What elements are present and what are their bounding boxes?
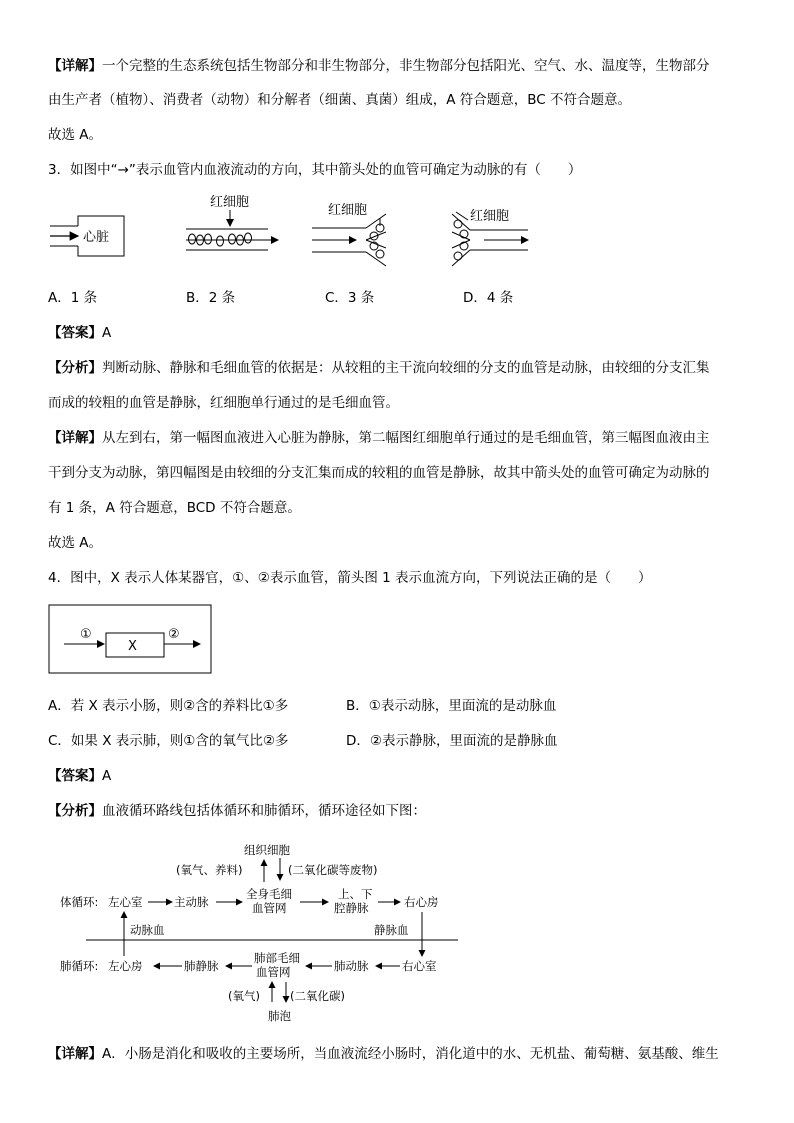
q4-figure: [48, 604, 214, 676]
detail-tag: 【详解】: [48, 58, 102, 74]
systemic-label: 体循环:: [60, 895, 99, 909]
q3-detail-line3: 有 1 条，A 符合题意，BCD 不符合题意。: [48, 500, 301, 516]
lung-capillaries-2: 血管网: [256, 965, 291, 979]
q3-detail-line1: [48, 428, 710, 448]
q3-answer: [48, 323, 111, 343]
vessel-2-label: ②: [168, 627, 180, 642]
heart-label: 心脏: [83, 230, 110, 245]
circulation-diagram: [56, 838, 476, 1028]
detail-text: 从左到右，第一幅图血液进入心脏为静脉，第二幅图红细胞单行通过的是毛细血管，第三幅图血液由主: [102, 430, 710, 446]
answer-value: A: [102, 768, 112, 784]
q3-figure: [40, 192, 560, 272]
q4-option-a[interactable]: A．若 X 表示小肠，则②含的养料比①多: [48, 698, 289, 714]
organ-x-label: X: [128, 639, 137, 654]
vessel-1-label: ①: [80, 627, 92, 642]
answer-tag: 【答案】: [48, 325, 102, 341]
heart-vessel-diagram: [50, 216, 124, 256]
vena-cava-1: 上、下: [338, 887, 373, 901]
co2-waste-label: (二氧化碳等废物): [288, 863, 378, 877]
q3-analysis-line2: 而成的较粗的血管是静脉，红细胞单行通过的是毛细血管。: [48, 395, 399, 411]
arterial-blood-label: 动脉血: [130, 923, 165, 937]
q4-stem: 4．图中，X 表示人体某器官，①、②表示血管，箭头图 1 表示血流方向，下列说法正确的是（ ）: [48, 570, 652, 586]
q3-option-d[interactable]: D．4 条: [463, 290, 514, 306]
analysis-text: 判断动脉、静脉和毛细血管的依据是：从较粗的主干流向较细的分支的血管是动脉，由较细的分支汇集: [102, 360, 710, 376]
rbc-label-3: 红细胞: [328, 203, 368, 218]
right-ventricle: 右心室: [402, 959, 437, 973]
body-capillaries-1: 全身毛细: [246, 887, 292, 901]
q4-option-c[interactable]: C．如果 X 表示肺，则①含的氧气比②多: [48, 733, 289, 749]
lung-capillaries-1: 肺部毛细: [254, 951, 300, 965]
left-ventricle: 左心室: [108, 895, 143, 909]
body-capillaries-2: 血管网: [252, 901, 287, 915]
co2-label: (二氧化碳): [290, 989, 345, 1003]
analysis-tag: 【分析】: [48, 803, 102, 819]
detail1-line1: [48, 56, 710, 76]
q3-analysis-line1: [48, 358, 710, 378]
detail1-line2: 由生产者（植物）、消费者（动物）和分解者（细菌、真菌）组成，A 符合题意，BC 不符合题意。: [48, 92, 632, 108]
q3-detail-line2: 干到分支为动脉，第四幅图是由较细的分支汇集而成的较粗的血管是静脉，故其中箭头处的血管可确定为动脉的: [48, 465, 710, 481]
pulmonary-vein: 肺静脉: [184, 959, 219, 973]
q3-option-a[interactable]: A．1 条: [48, 290, 98, 306]
analysis-tag: 【分析】: [48, 360, 102, 376]
detail1-conclusion: 故选 A。: [48, 127, 103, 143]
analysis-text: 血液循环路线包括体循环和肺循环，循环途径如下图：: [102, 803, 426, 819]
rbc-label-4: 红细胞: [470, 209, 510, 224]
detail-tag: 【详解】: [48, 1046, 102, 1062]
left-atrium: 左心房: [108, 959, 143, 973]
capillary-diagram: [186, 195, 278, 250]
detail-text: 一个完整的生态系统包括生物部分和非生物部分，非生物部分包括阳光、空气、水、温度等，生物部分: [102, 58, 710, 74]
right-atrium: 右心房: [404, 895, 439, 909]
detail-tag: 【详解】: [48, 430, 102, 446]
q3-conclusion: 故选 A。: [48, 535, 103, 551]
oxygen-label: (氧气): [228, 989, 260, 1003]
q3-option-b[interactable]: B．2 条: [186, 290, 236, 306]
artery-diagram: [312, 203, 386, 266]
rbc-label-2: 红细胞: [210, 195, 250, 210]
q4-answer: [48, 766, 111, 786]
venous-blood-label: 静脉血: [374, 923, 409, 937]
detail-text: A．小肠是消化和吸收的主要场所，当血液流经小肠时，消化道中的水、无机盐、葡萄糖、氨基酸、维生: [102, 1046, 719, 1062]
q4-analysis: [48, 801, 426, 821]
pulmonary-artery: 肺动脉: [334, 959, 369, 973]
q4-option-d[interactable]: D．②表示静脉，里面流的是静脉血: [346, 733, 558, 749]
tissue-cells-label: 组织细胞: [244, 843, 290, 857]
answer-tag: 【答案】: [48, 768, 102, 784]
q3-stem: 3．如图中“→”表示血管内血液流动的方向，其中箭头处的血管可确定为动脉的有（ ）: [48, 162, 582, 178]
q4-detail-line1: [48, 1044, 719, 1064]
aorta: 主动脉: [174, 895, 209, 909]
q3-option-c[interactable]: C．3 条: [325, 290, 375, 306]
q4-option-b[interactable]: B．①表示动脉，里面流的是动脉血: [346, 698, 557, 714]
vein-diagram: [452, 209, 528, 266]
alveoli-label: 肺泡: [268, 1009, 291, 1023]
vena-cava-2: 腔静脉: [334, 901, 369, 915]
answer-value: A: [102, 325, 112, 341]
pulmonary-label: 肺循环:: [60, 959, 99, 973]
oxygen-nutrients-label: (氧气、养料): [176, 863, 243, 877]
